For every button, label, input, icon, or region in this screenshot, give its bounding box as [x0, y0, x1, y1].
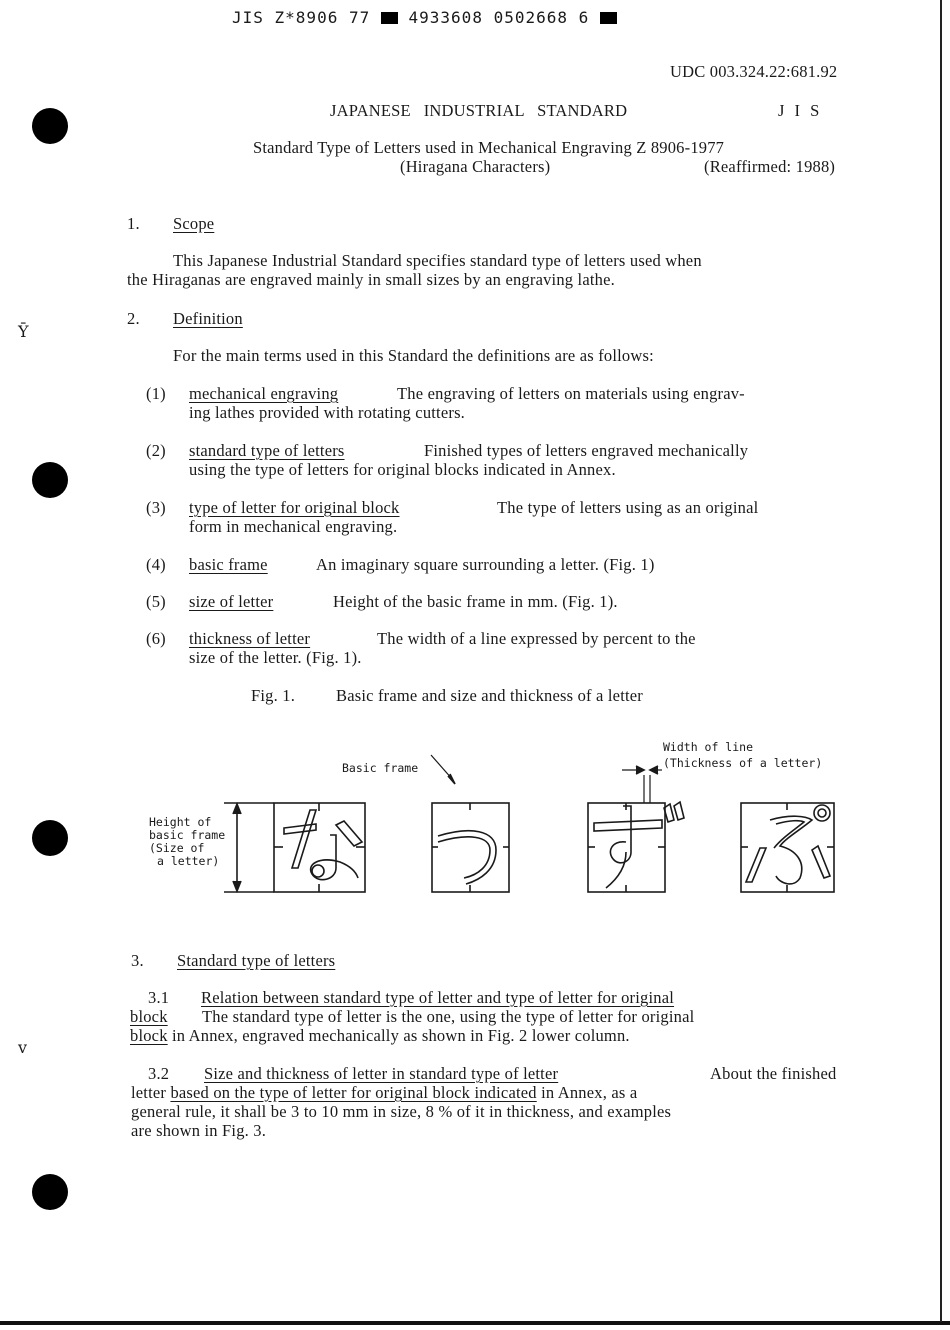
figure-number: Fig. 1.: [251, 686, 296, 705]
letter-frame-su: [588, 766, 684, 892]
definition-term: size of letter: [189, 592, 274, 611]
paragraph-text: in Annex, engraved mechanically as shown in Fig. 2 lower column.: [172, 1026, 630, 1045]
paragraph-text: letter: [131, 1083, 167, 1102]
section-title: Standard type of letters: [177, 951, 336, 970]
definition-text: An imaginary square surrounding a letter. (Fig. 1): [316, 555, 655, 574]
definition-number: (4): [146, 555, 166, 574]
subsection-title-cont: based on the type of letter for original block indicated: [170, 1083, 537, 1102]
margin-mark: Ȳ: [18, 322, 29, 341]
document-title: Standard Type of Letters used in Mechanical Engraving Z 8906-1977: [253, 138, 725, 157]
definition-text: ing lathes provided with rotating cutters.: [189, 403, 466, 422]
subsection-number: 3.1: [148, 988, 170, 1007]
reaffirmed-note: (Reaffirmed: 1988): [704, 157, 836, 176]
letter-frame-na: [274, 803, 365, 892]
definition-term: basic frame: [189, 555, 268, 574]
thickness-label: (Thickness of a letter): [663, 756, 823, 770]
definition-term: thickness of letter: [189, 629, 311, 648]
paragraph-text: About the finished: [710, 1064, 837, 1083]
definition-text: Finished types of letters engraved mechanically: [424, 441, 749, 460]
paragraph-text: in Annex, as a: [541, 1083, 638, 1102]
height-dimension: [224, 803, 274, 892]
udc-number: UDC 003.324.22:681.92: [670, 62, 838, 81]
definition-text: form in mechanical engraving.: [189, 517, 398, 536]
height-label-line: Height of: [149, 815, 212, 829]
subsection-title: Size and thickness of letter in standard type of letter: [204, 1064, 559, 1083]
definition-text: using the type of letters for original blocks indicated in Annex.: [189, 460, 616, 479]
paragraph-line: [130, 1026, 630, 1046]
subsection-title: Relation between standard type of letter and type of letter for original: [201, 988, 675, 1007]
margin-mark: v: [18, 1038, 28, 1057]
standard-name: JAPANESE INDUSTRIAL STANDARD: [330, 101, 628, 120]
right-edge-rule: [940, 0, 942, 1322]
subsection-title-word: block: [130, 1026, 168, 1045]
definition-number: (1): [146, 384, 166, 403]
paragraph-line: For the main terms used in this Standard the definitions are as follows:: [173, 346, 654, 365]
paragraph-line: [131, 1083, 637, 1103]
section-number: 3.: [131, 951, 144, 970]
line-width-label: Width of line: [663, 740, 754, 754]
section-title: Scope: [173, 214, 215, 233]
figure-caption: Basic frame and size and thickness of a letter: [336, 686, 643, 705]
letter-frame-fu: [741, 803, 834, 892]
definition-term: type of letter for original block: [189, 498, 400, 517]
definition-term: standard type of letters: [189, 441, 345, 460]
height-label-line: basic frame: [149, 828, 226, 842]
definition-number: (2): [146, 441, 166, 460]
definition-number: (3): [146, 498, 166, 517]
paragraph-line: general rule, it shall be 3 to 10 mm in size, 8 % of it in thickness, and examples: [131, 1102, 672, 1121]
definition-text: The width of a line expressed by percent to the: [377, 629, 696, 648]
definition-text: The engraving of letters on materials using engrav-: [397, 384, 745, 403]
section-title: Definition: [173, 309, 243, 328]
paragraph-line: The standard type of letter is the one, using the type of letter for original: [202, 1007, 695, 1026]
height-label-line: a letter): [157, 854, 220, 868]
section-number: 2.: [127, 309, 140, 328]
definition-term: mechanical engraving: [189, 384, 339, 403]
height-label-line: (Size of: [149, 841, 205, 855]
basic-frame-label: Basic frame: [342, 761, 419, 775]
subsection-title-cont: block: [130, 1007, 168, 1026]
title-subtitle: (Hiragana Characters): [400, 157, 551, 176]
paragraph-line: are shown in Fig. 3.: [131, 1121, 267, 1140]
letter-frame-tsu: [431, 755, 509, 892]
header-code-prefix: JIS Z*8906 77: [232, 8, 371, 27]
paragraph-line: the Hiraganas are engraved mainly in small sizes by an engraving lathe.: [127, 270, 615, 289]
definition-number: (5): [146, 592, 166, 611]
header-code-mid: 4933608 0502668 6: [408, 8, 590, 27]
paragraph-line: This Japanese Industrial Standard specifies standard type of letters used when: [173, 251, 702, 270]
definition-text: size of the letter. (Fig. 1).: [189, 648, 362, 667]
section-number: 1.: [127, 214, 140, 233]
definition-text: Height of the basic frame in mm. (Fig. 1).: [333, 592, 618, 611]
definition-text: The type of letters using as an original: [497, 498, 759, 517]
definition-number: (6): [146, 629, 166, 648]
jis-mark: J I S: [778, 101, 823, 120]
subsection-number: 3.2: [148, 1064, 170, 1083]
bottom-rule: [0, 1321, 950, 1325]
binder-hole: [32, 1174, 68, 1210]
